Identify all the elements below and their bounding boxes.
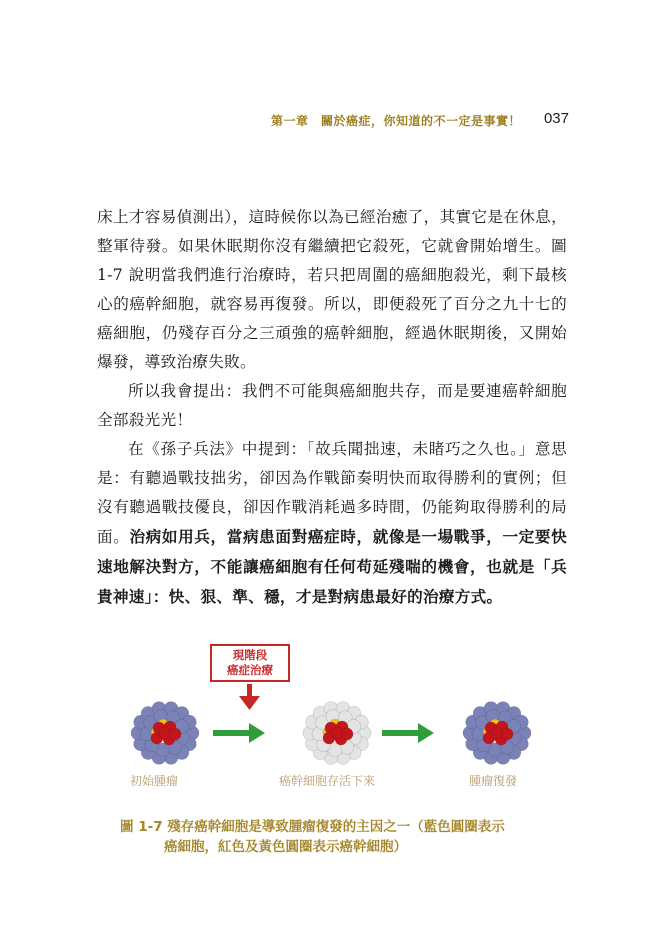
caption-line-1: 圖 1-7 殘存癌幹細胞是導致腫瘤復發的主因之一（藍色圓圈表示 [120, 819, 505, 835]
paragraph-3 [97, 435, 567, 612]
paragraph-3-normal: 在《孫子兵法》中提到：「故兵聞拙速，未睹巧之久也。」意思是：有聽過戰技拙劣，卻因為作戰節奏明快而取得勝利的實例；但沒有聽過戰技優良，卻因作戰消耗過多時間，仍能夠取得勝利的局面。 [97, 440, 567, 546]
green-arrow-icon [382, 723, 434, 743]
red-down-arrow-icon [239, 684, 260, 710]
page-number: 037 [543, 110, 569, 127]
paragraph-2: 所以我會提出：我們不可能與癌細胞共存，而是要連癌幹細胞全部殺光光！ [97, 382, 567, 429]
stem-cell-red [341, 728, 353, 740]
recurrent-tumor-cluster [463, 702, 531, 765]
figure-graphic [97, 640, 567, 770]
label-stem-cells-survive: 癌幹細胞存活下來 [279, 774, 376, 788]
page-header [0, 110, 663, 130]
label-tumor-recurrence: 腫瘤復發 [469, 774, 518, 788]
body-text [97, 203, 567, 612]
paragraph-3-bold: 治病如用兵，當病患面對癌症時，就像是一場戰爭，一定要快速地解決對方，不能讓癌細胞有任何苟延殘喘的機會，也就是「兵貴神速」：快、狠、準、穩，才是對病患最好的治療方式。 [97, 527, 567, 606]
paragraph-1: 床上才容易偵測出），這時候你以為已經治癒了，其實它是在休息，整軍待發。如果休眠期你沒有繼續把它殺死，它就會開始增生。圖 1-7 說明當我們進行治療時，若只把周圍的癌細胞殺光，剩下最核心的癌幹細胞，就容易再復發。所以，即便殺死了百分之九十七的癌細胞，仍殘存百分之三頑強的癌幹細胞，經過休眠期後，又開始爆發，導致治療失敗。 [97, 208, 567, 371]
caption-line-2: 癌細胞，紅色及黃色圓圈表示癌幹細胞） [164, 839, 407, 855]
initial-tumor-cluster [131, 702, 199, 765]
surviving-stem-cells-cluster [303, 702, 371, 765]
callout-line-2: 癌症治療 [227, 663, 273, 677]
callout-line-1: 現階段 [232, 648, 268, 662]
label-initial-tumor: 初始腫瘤 [130, 774, 179, 788]
figure-caption [120, 817, 560, 857]
running-head: 第一章 關於癌症，你知道的不一定是事實！ [270, 114, 521, 128]
stem-cell-red [501, 728, 513, 740]
figure-1-7 [97, 640, 567, 800]
stem-cell-red [169, 728, 181, 740]
green-arrow-icon [213, 723, 265, 743]
